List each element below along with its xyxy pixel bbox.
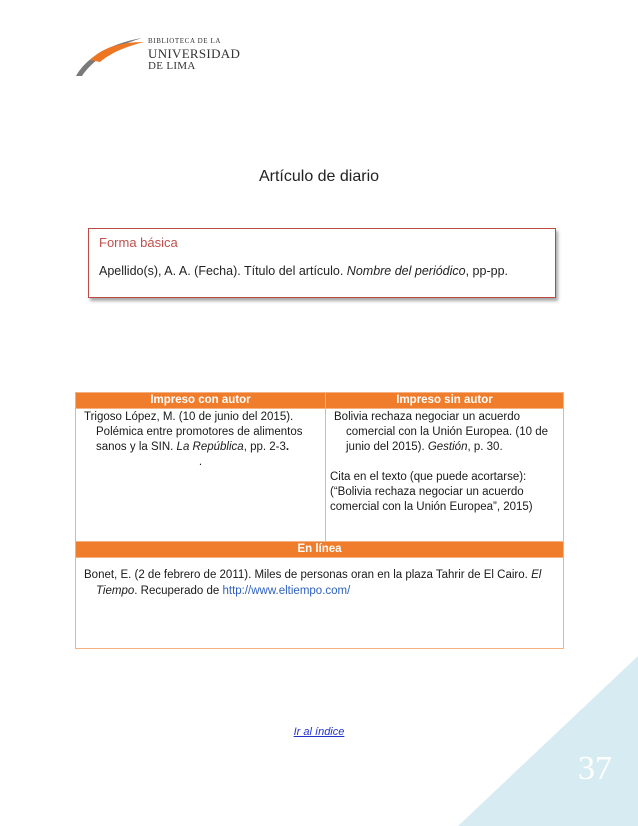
corner-triangle <box>458 656 638 826</box>
stray-dot: . <box>198 456 203 468</box>
cite-line-2: (“Bolivia rechaza negociar un acuerdo <box>330 486 524 498</box>
ref-online-mid: . Recuperado de <box>134 584 223 597</box>
cite-line-1: Cita en el texto (que puede acortarse): <box>330 471 527 483</box>
logo-line-1: BIBLIOTECA DE LA <box>148 37 221 45</box>
header-print-without-author: Impreso sin autor <box>326 393 564 409</box>
basic-form-end: , pp-pp. <box>465 264 508 278</box>
logo-line-3: DE LIMA <box>148 60 196 72</box>
cell-print-with-author <box>76 409 326 542</box>
ref-online-italic: El Tiempo <box>96 569 542 597</box>
ref-with-author-end: , pp. 2-3 <box>243 441 286 453</box>
page-title: Artículo de diario <box>258 168 380 185</box>
corner-shape <box>458 656 638 826</box>
basic-form-text <box>99 264 508 278</box>
reference-table <box>75 392 564 649</box>
ref-with-author-bold-dot: . <box>285 441 290 453</box>
ref-without-author-italic: Gestión <box>427 441 468 453</box>
university-logo <box>72 34 242 80</box>
basic-form-italic: Nombre del periódico <box>346 264 466 278</box>
logo-text <box>148 38 240 72</box>
ref-online <box>80 568 559 599</box>
header-online: En línea <box>76 542 564 558</box>
ref-with-author-italic: La República <box>176 441 244 453</box>
page-number: 37 <box>578 750 612 787</box>
logo-line-2: UNIVERSIDAD <box>148 46 241 61</box>
ref-without-author-end: , p. 30. <box>467 441 503 453</box>
ref-without-author <box>330 410 559 455</box>
ref-without-author-plain: Bolivia rechaza negociar un acuerdo comercial con la Unión Europea. (10 de junio del 2015). <box>334 411 549 453</box>
ref-with-author <box>80 410 321 455</box>
basic-form-label: Forma básica <box>99 235 178 250</box>
cell-print-without-author <box>326 409 564 542</box>
cite-line-3: comercial con la Unión Europea”, 2015) <box>330 501 533 513</box>
index-link[interactable]: Ir al índice <box>293 726 345 738</box>
basic-form-plain: Apellido(s), A. A. (Fecha). Título del artículo. <box>99 264 347 278</box>
cell-online <box>76 558 564 649</box>
eltiempo-link[interactable]: http://www.eltiempo.com/ <box>222 584 351 597</box>
basic-form-box <box>88 228 556 298</box>
header-print-with-author: Impreso con autor <box>76 393 326 409</box>
ref-with-author-plain: Trigoso López, M. (10 de junio del 2015). Polémica entre promotores de alimentos sanos y la SIN. <box>84 411 303 453</box>
logo-swoosh-icon <box>72 34 146 78</box>
ref-online-plain: Bonet, E. (2 de febrero de 2011). Miles de personas oran en la plaza Tahrir de El Cairo. <box>84 569 532 581</box>
